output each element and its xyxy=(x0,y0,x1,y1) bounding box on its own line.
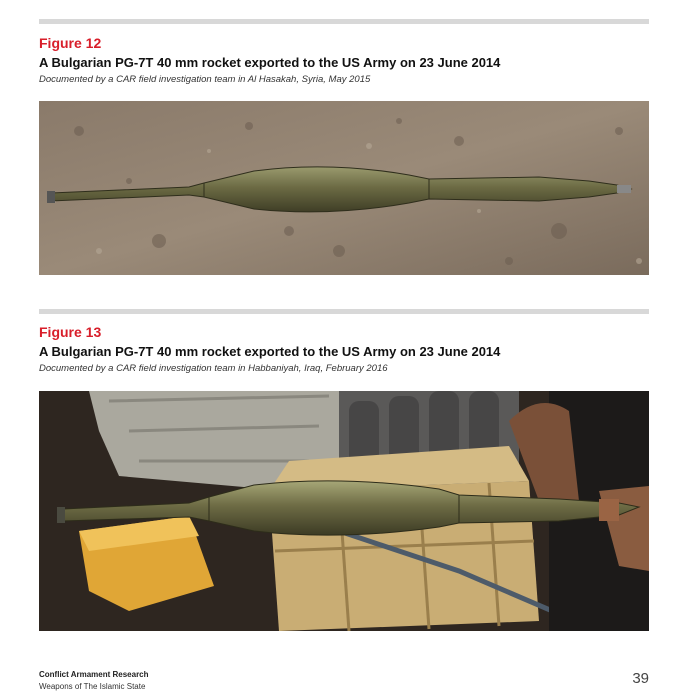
figure-title: A Bulgarian PG-7T 40 mm rocket exported to the US Army on 23 June 2014 xyxy=(39,344,501,359)
footer-publication: Weapons of The Islamic State xyxy=(39,682,146,691)
page-number: 39 xyxy=(632,670,649,687)
rocket-photo-crates xyxy=(39,391,649,631)
figure-caption: Documented by a CAR field investigation team in Habbaniyah, Iraq, February 2016 xyxy=(39,363,388,374)
figure-title: A Bulgarian PG-7T 40 mm rocket exported to the US Army on 23 June 2014 xyxy=(39,55,501,70)
section-divider xyxy=(39,19,649,24)
figure-label: Figure 13 xyxy=(39,324,102,340)
footer-organization: Conflict Armament Research xyxy=(39,670,149,679)
figure-label: Figure 12 xyxy=(39,35,102,51)
figure-caption: Documented by a CAR field investigation team in Al Hasakah, Syria, May 2015 xyxy=(39,74,371,85)
section-divider xyxy=(39,309,649,314)
rocket-photo-ground xyxy=(39,101,649,275)
